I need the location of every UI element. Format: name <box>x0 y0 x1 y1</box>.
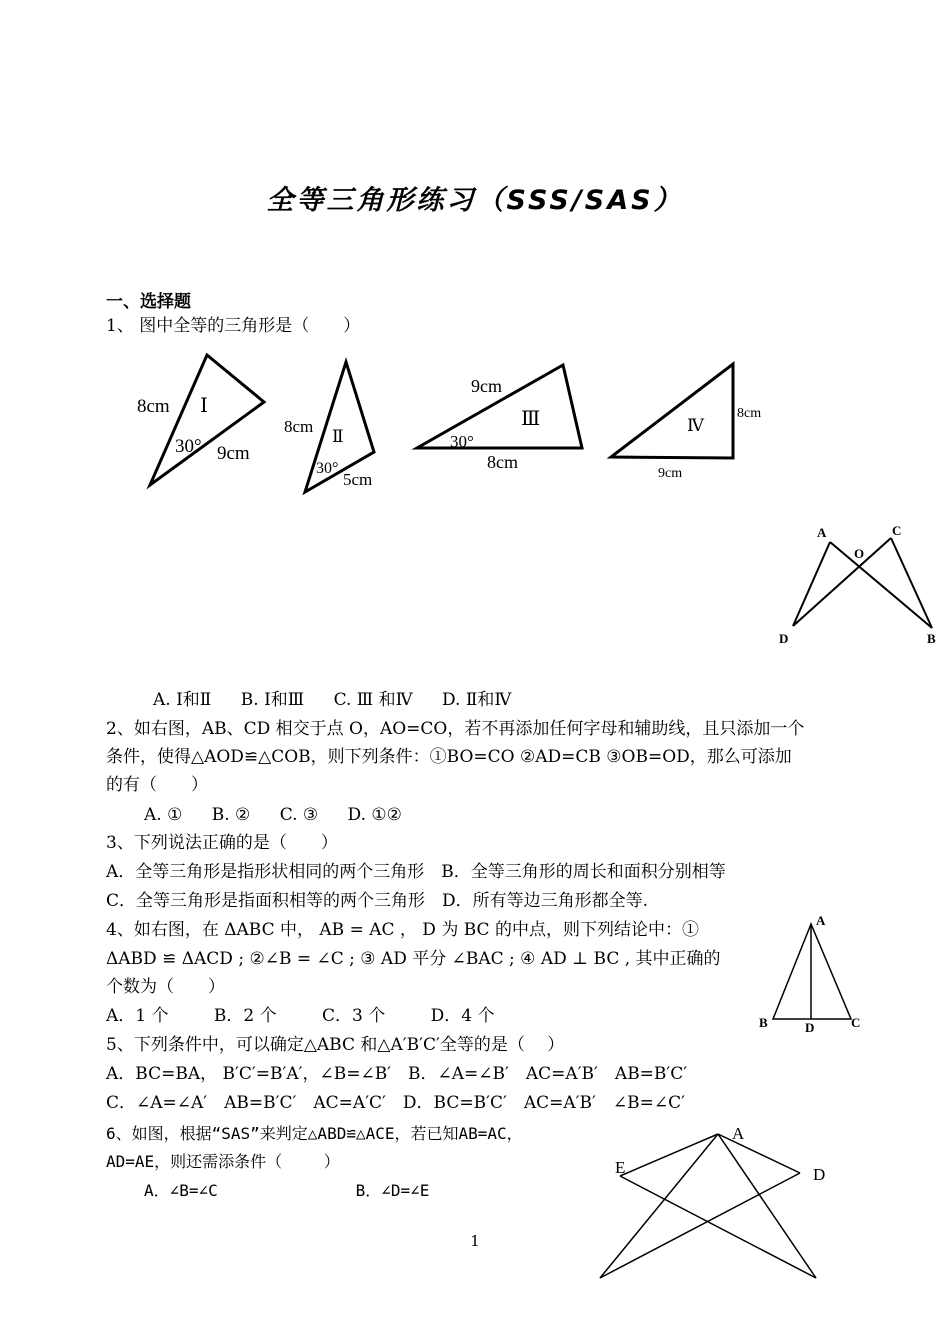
page-number: 1 <box>470 1232 480 1250</box>
label-d: D <box>805 1020 815 1035</box>
q1-option-b[interactable]: B. Ⅰ和Ⅲ <box>240 690 305 710</box>
q1-option-a[interactable]: A. Ⅰ和Ⅱ <box>153 690 212 710</box>
segment-a-d <box>793 542 830 626</box>
q1-stem: 1、 图中全等的三角形是（ ） <box>106 316 361 336</box>
t2-roman: Ⅱ <box>332 427 344 446</box>
label-b: B <box>927 631 936 646</box>
q1-figure <box>0 340 800 510</box>
q4-figure <box>752 908 872 1036</box>
triangle-4 <box>611 364 733 458</box>
t1-angle: 30° <box>175 436 202 457</box>
q2-line-3: 的有（ ） <box>106 775 208 795</box>
segment-a-c <box>718 1134 816 1278</box>
t4-side-b: 9cm <box>658 466 683 481</box>
section-heading: 一、选择题 <box>106 292 191 312</box>
page-title: 全等三角形练习（SSS/SAS） <box>266 185 684 216</box>
q4-line-1: 4、如右图，在 ΔABC 中， AB = AC ， D 为 BC 的中点，则下列结论中：① <box>106 920 699 940</box>
q1-option-c[interactable]: C. Ⅲ 和Ⅳ <box>333 690 413 710</box>
t1-side-a: 8cm <box>137 396 170 417</box>
label-a: A <box>732 1124 745 1143</box>
q6-option-a[interactable]: A．∠B=∠C <box>144 1181 218 1200</box>
q5-line-cd: C．∠A=∠A′ AB=B′C′ AC=A′C′ D．BC=B′C′ AC=A′B′ ∠B=∠C′ <box>106 1093 685 1113</box>
label-c: C <box>851 1015 861 1030</box>
segment-a-d <box>718 1134 800 1173</box>
segment-d-b <box>600 1173 800 1278</box>
q4-line-2: ΔABD ≌ ΔACD ; ②∠B = ∠C ; ③ AD 平分 ∠BAC ; ④ AD ⊥ BC , 其中正确的 <box>106 949 721 969</box>
q4-line-3: 个数为（ ） <box>106 977 225 997</box>
q6-line-2: AD=AE，则还需添条件（ ） <box>106 1152 340 1171</box>
q2-figure <box>770 518 945 653</box>
q6-option-b[interactable]: B．∠D=∠E <box>355 1181 430 1200</box>
t3-angle: 30° <box>450 432 474 451</box>
q4-option-c[interactable]: C．3 个 <box>322 1006 386 1026</box>
t4-side-a: 8cm <box>737 406 762 421</box>
q4-option-b[interactable]: B．2 个 <box>213 1006 277 1026</box>
q4-options <box>106 1002 535 1031</box>
q2-line-2: 条件，使得△AOD≌△COB，则下列条件：①BO=CO ②AD=CB ③OB=OD，那么可添加 <box>106 747 792 767</box>
q6-line-1: 6、如图，根据“SAS”来判定△ABD≌△ACE，若已知AB=AC， <box>106 1124 523 1143</box>
q6-figure <box>590 1118 840 1283</box>
q2-option-a[interactable]: A. ① <box>144 805 183 825</box>
q3-stem: 3、下列说法正确的是（ ） <box>106 833 338 853</box>
q2-options <box>144 801 426 830</box>
segment-a-b <box>600 1134 718 1278</box>
t3-roman: Ⅲ <box>521 408 541 430</box>
segment-e-c <box>620 1176 816 1278</box>
t2-angle: 30° <box>316 460 339 477</box>
segment-c-b <box>891 538 932 628</box>
triangle-1 <box>150 355 264 485</box>
label-d: D <box>779 631 789 646</box>
t1-side-b: 9cm <box>217 443 250 464</box>
segment-e-a <box>620 1134 718 1176</box>
label-a: A <box>817 525 827 540</box>
q5-line-ab: A．BC=BA， B′C′=B′A′，∠B=∠B′ B．∠A=∠B′ AC=A′B′ AB=B′C′ <box>106 1064 688 1084</box>
segment-a-o-b <box>830 542 932 628</box>
q4-option-a[interactable]: A．1 个 <box>106 1006 169 1026</box>
q2-line-1: 2、如右图，AB、CD 相交于点 O，AO=CO，若不再添加任何字母和辅助线，且只添加一个 <box>106 719 805 739</box>
t1-roman: Ⅰ <box>200 395 208 417</box>
label-o: O <box>854 546 865 561</box>
q2-option-c[interactable]: C. ③ <box>279 805 319 825</box>
label-c: C <box>892 523 902 538</box>
q5-stem: 5、下列条件中，可以确定△ABC 和△A′B′C′全等的是（ ） <box>106 1035 565 1055</box>
q6-options <box>144 1176 429 1205</box>
t2-side-b: 5cm <box>343 470 373 489</box>
t3-side-a: 9cm <box>471 376 502 396</box>
q1-options <box>153 686 535 715</box>
label-a: A <box>816 913 826 928</box>
q2-option-b[interactable]: B. ② <box>211 805 251 825</box>
q2-option-d[interactable]: D. ①② <box>347 805 402 825</box>
label-e: E <box>615 1158 626 1177</box>
t4-roman: Ⅳ <box>687 416 704 435</box>
label-b: B <box>759 1015 768 1030</box>
t2-side-a: 8cm <box>284 417 314 436</box>
q3-line-ab: A．全等三角形是指形状相同的两个三角形 B．全等三角形的周长和面积分别相等 <box>106 862 726 882</box>
triangle-abc <box>773 924 851 1019</box>
t3-side-b: 8cm <box>487 452 518 472</box>
q3-line-cd: C．全等三角形是指面积相等的两个三角形 D．所有等边三角形都全等. <box>106 891 649 911</box>
q1-option-d[interactable]: D. Ⅱ和Ⅳ <box>442 690 512 710</box>
label-d: D <box>813 1165 826 1184</box>
q4-option-d[interactable]: D．4 个 <box>430 1006 495 1026</box>
